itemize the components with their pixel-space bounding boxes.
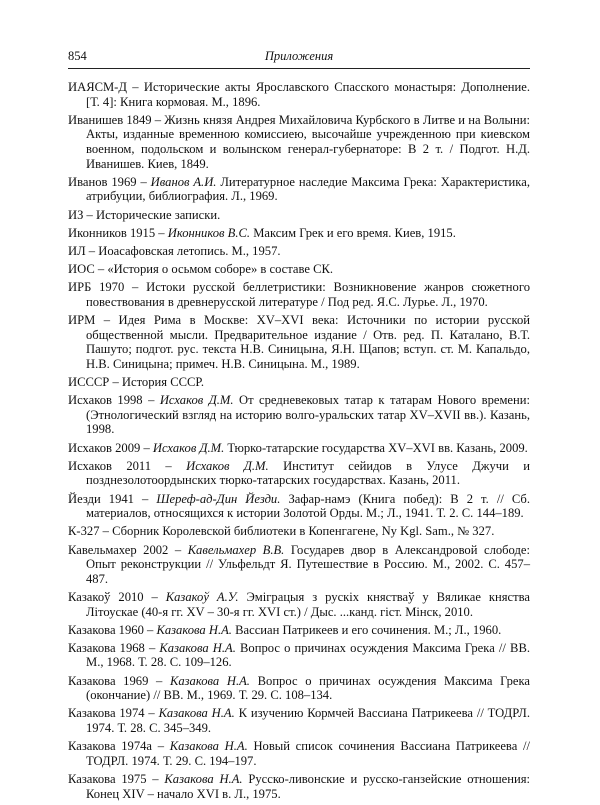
bibliography-entry: Кавельмахер 2002 – Кавельмахер В.В. Государев двор в Александровой слободе: Опыт реконструкции // Ульфельдт Я. Путешествие в Россию. М., 2002. С. 457–487.: [68, 542, 530, 586]
bibliography-entry: ИОС – «История о осьмом соборе» в составе СК.: [68, 262, 334, 277]
bibliography-entry: ИРМ – Идея Рима в Москве: XV–XVI века: Источники по истории русской общественной мысли. Предварительное издание / Отв. ред. П. Каталано, В.Т. Пашуто; подгот. рус. текста Н.В. Синицына, Я.Н. Щапов; вступ. ст. М. Капальдо, Н.В. Синицына; примеч. Н.В. Синицына. М., 1989.: [68, 313, 530, 371]
bibliography-entry: Казакова 1974 – Казакова Н.А. К изучению Кормчей Вассиана Патрикеева // ТОДРЛ. 1974. Т. 28. С. 345–349.: [68, 706, 530, 736]
bibliography-entry: Исхаков 2011 – Исхаков Д.М. Институт сейидов в Улусе Джучи и позднезолотоордынских тюрко-татарских государствах. Казань, 2011.: [68, 458, 530, 488]
bibliography-entry: Иванов 1969 – Иванов А.И. Литературное наследие Максима Грека: Характеристика, атрибуции, библиография. Л., 1969.: [68, 174, 530, 204]
page-number: 854: [68, 49, 87, 63]
bibliography-entry: Исхаков 2009 – Исхаков Д.М. Тюрко-татарские государства XV–XVI вв. Казань, 2009.: [68, 440, 528, 455]
bibliography-entry: Йезди 1941 – Шереф-ад-Дин Йезди. Зафар-намэ (Книга побед): В 2 т. // Сб. материалов, относящихся к истории Золотой Орды. М.; Л., 1941. Т. 2. С. 144–189.: [68, 491, 530, 521]
bibliography-entry: К-327 – Сборник Королевской библиотеки в Копенгагене, Ny Kgl. Sam., № 327.: [68, 524, 495, 539]
bibliography-entry: ИАЯСМ-Д – Исторические акты Ярославского Спасского монастыря: Дополнение. [Т. 4]: Книга кормовая. М., 1896.: [68, 80, 530, 109]
bibliography-entry: Исхаков 1998 – Исхаков Д.М. От средневековых татар к татарам Нового времени: (Этнологический взгляд на историю волго-уральских татар XV–XVII вв.). Казань, 1998.: [68, 393, 530, 437]
bibliography-entry: ИЗ – Исторические записки.: [68, 207, 221, 222]
bibliography-entry: ИССCР – История СССР.: [68, 375, 204, 390]
bibliography-list: [68, 80, 530, 805]
bibliography-entry: ИЛ – Иоасафовская летопись. М., 1957.: [68, 243, 281, 258]
bibliography-entry: Иконников 1915 – Иконников В.С. Максим Грек и его время. Киев, 1915.: [68, 225, 456, 240]
bibliography-entry: Казакова 1968 – Казакова Н.А. Вопрос о причинах осуждения Максима Грека // ВВ. М., 1968. Т. 28. С. 109–126.: [68, 640, 530, 670]
page-header: [68, 49, 530, 67]
bibliography-entry: Казакова 1969 – Казакова Н.А. Вопрос о причинах осуждения Максима Грека (окончание) // ВВ. М., 1969. Т. 29. С. 108–134.: [68, 673, 530, 703]
bibliography-entry: Казакова 1975 – Казакова Н.А. Русско-ливонские и русско-ганзейские отношения: Конец XIV – начало XVI в. Л., 1975.: [68, 772, 531, 801]
bibliography-entry: Казакоў 2010 – Казакоў А.У. Эміграцыя з рускіх княстваў у Вяликае княства Літоускае (40-я гг. XV – 30-я гг. XVI ст.) / Дыс. ...канд. гіст. Мінск, 2010.: [68, 589, 530, 619]
bibliography-entry: Казакова 1974а – Казакова Н.А. Новый список сочинения Вассиана Патрикеева // ТОДРЛ. 1974. Т. 29. С. 194–197.: [68, 739, 530, 768]
bibliography-entry: Иванишев 1849 – Жизнь князя Андрея Михайловича Курбского в Литве и на Волыни: Акты, изданные временною комиссиею, высочайше учрежденною при киевском военном, подольском и волынском генерал-губернаторе: В 2 т. / Подгот. Н.Д. Иванишев. Киев, 1849.: [68, 112, 530, 171]
bibliography-entry: Казакова 1960 – Казакова Н.А. Вассиан Патрикеев и его сочинения. М.; Л., 1960.: [68, 622, 502, 637]
running-title: Приложения: [264, 49, 334, 63]
bibliography-entry: ИРБ 1970 – Истоки русской беллетристики: Возникновение жанров сюжетного повествования в древнерусской литературе / Под ред. Я.С. Лурье. Л., 1970.: [68, 280, 530, 309]
header-rule: [68, 68, 530, 69]
